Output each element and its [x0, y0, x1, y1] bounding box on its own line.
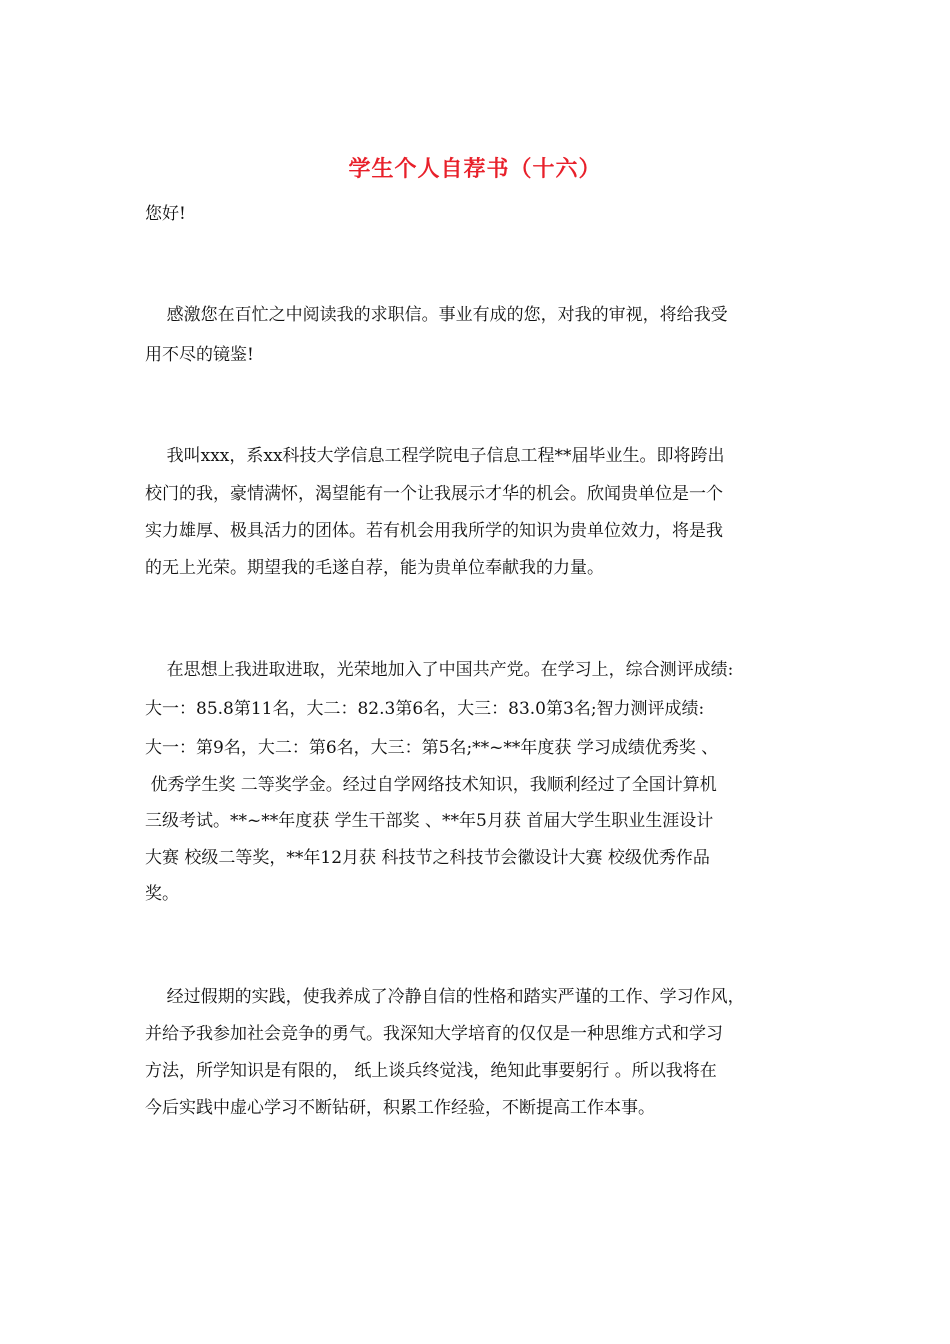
paragraph-2-line-4: 的无上光荣。期望我的毛遂自荐，能为贵单位奉献我的力量。	[145, 558, 604, 578]
document-title: 学生个人自荐书（十六）	[348, 156, 602, 182]
paragraph-3-line-6: 大赛 校级二等奖，**年12月获 科技节之科技节会徽设计大赛 校级优秀作品	[145, 848, 710, 868]
paragraph-3-line-1: 在思想上我进取进取，光荣地加入了中国共产党。在学习上，综合测评成绩:	[145, 660, 734, 680]
paragraph-2-line-3: 实力雄厚、极具活力的团体。若有机会用我所学的知识为贵单位效力，将是我	[145, 521, 723, 541]
salutation: 您好!	[145, 204, 186, 224]
paragraph-4-line-1: 经过假期的实践，使我养成了冷静自信的性格和踏实严谨的工作、学习作风，	[145, 987, 745, 1007]
paragraph-2-line-1: 我叫xxx，系xx科技大学信息工程学院电子信息工程**届毕业生。即将跨出	[145, 446, 725, 466]
paragraph-1-line-2: 用不尽的镜鉴!	[145, 345, 254, 365]
paragraph-4-line-4: 今后实践中虚心学习不断钻研，积累工作经验，不断提高工作本事。	[145, 1098, 655, 1118]
paragraph-3-line-2: 大一：85.8第11名，大二：82.3第6名，大三：83.0第3名;智力测评成绩:	[145, 699, 705, 719]
paragraph-3-line-7: 奖。	[145, 884, 179, 904]
paragraph-3-line-5: 三级考试。**~**年度获 学生干部奖 、**年5月获 首届大学生职业生涯设计	[145, 811, 714, 831]
paragraph-1-line-1: 感激您在百忙之中阅读我的求职信。事业有成的您，对我的审视，将给我受	[145, 305, 728, 325]
paragraph-3-line-3: 大一：第9名，大二：第6名，大三：第5名;**~**年度获 学习成绩优秀奖 、	[145, 738, 719, 758]
paragraph-4-line-3: 方法，所学知识是有限的， 纸上谈兵终觉浅，绝知此事要躬行 。所以我将在	[145, 1061, 717, 1081]
paragraph-3-line-4: 优秀学生奖 二等奖学金。经过自学网络技术知识，我顺利经过了全国计算机	[145, 775, 717, 795]
paragraph-4-line-2: 并给予我参加社会竞争的勇气。我深知大学培育的仅仅是一种思维方式和学习	[145, 1024, 723, 1044]
paragraph-2-line-2: 校门的我，豪情满怀，渴望能有一个让我展示才华的机会。欣闻贵单位是一个	[145, 484, 723, 504]
